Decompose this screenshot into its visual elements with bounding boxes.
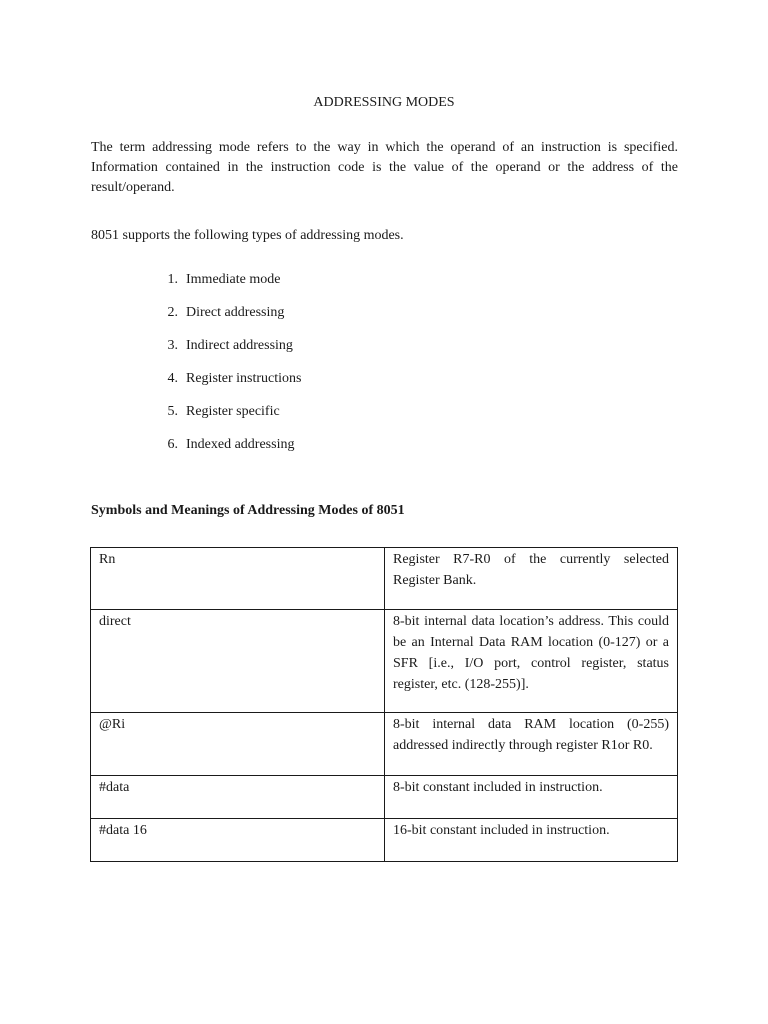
table-row	[91, 610, 678, 713]
table-row	[91, 819, 678, 862]
list-item-number: 4.	[167, 371, 178, 386]
symbols-table	[90, 547, 678, 862]
list-item-number: 2.	[167, 305, 178, 320]
symbol-cell: #data	[91, 776, 385, 819]
symbol-cell: @Ri	[91, 713, 385, 776]
list-item-label: Indirect addressing	[186, 338, 293, 353]
table-row	[91, 548, 678, 610]
list-item-number: 3.	[167, 338, 178, 353]
section-heading: Symbols and Meanings of Addressing Modes of 8051	[91, 503, 405, 518]
list-item	[150, 435, 302, 468]
list-item	[150, 369, 302, 402]
supports-paragraph: 8051 supports the following types of addressing modes.	[91, 228, 404, 243]
list-item	[150, 336, 302, 369]
list-item-number: 5.	[167, 404, 178, 419]
meaning-cell: 8-bit constant included in instruction.	[385, 776, 678, 819]
symbol-cell: #data 16	[91, 819, 385, 862]
symbol-cell: Rn	[91, 548, 385, 610]
list-item-label: Direct addressing	[186, 305, 285, 320]
intro-paragraph: The term addressing mode refers to the way in which the operand of an instruction is specified. Information contained in the instruction code is the value of the operand or the address of the result/operand.	[91, 140, 678, 195]
list-item	[150, 402, 302, 435]
meaning-cell: 16-bit constant included in instruction.	[385, 819, 678, 862]
table-row	[91, 713, 678, 776]
list-item-number: 1.	[167, 272, 178, 287]
meaning-cell: 8-bit internal data location’s address. This could be an Internal Data RAM location (0-127) or a SFR [i.e., I/O port, control register, status register, etc. (128-255)].	[385, 610, 678, 713]
list-item-label: Indexed addressing	[186, 437, 295, 452]
table-row	[91, 776, 678, 819]
addressing-modes-list	[150, 270, 302, 468]
list-item-label: Immediate mode	[186, 272, 281, 287]
meaning-cell: Register R7-R0 of the currently selected Register Bank.	[385, 548, 678, 610]
list-item-label: Register specific	[186, 404, 280, 419]
list-item	[150, 303, 302, 336]
list-item	[150, 270, 302, 303]
page-title: ADDRESSING MODES	[313, 95, 455, 110]
list-item-number: 6.	[167, 437, 178, 452]
meaning-cell: 8-bit internal data RAM location (0-255) addressed indirectly through register R1or R0.	[385, 713, 678, 776]
symbol-cell: direct	[91, 610, 385, 713]
list-item-label: Register instructions	[186, 371, 302, 386]
